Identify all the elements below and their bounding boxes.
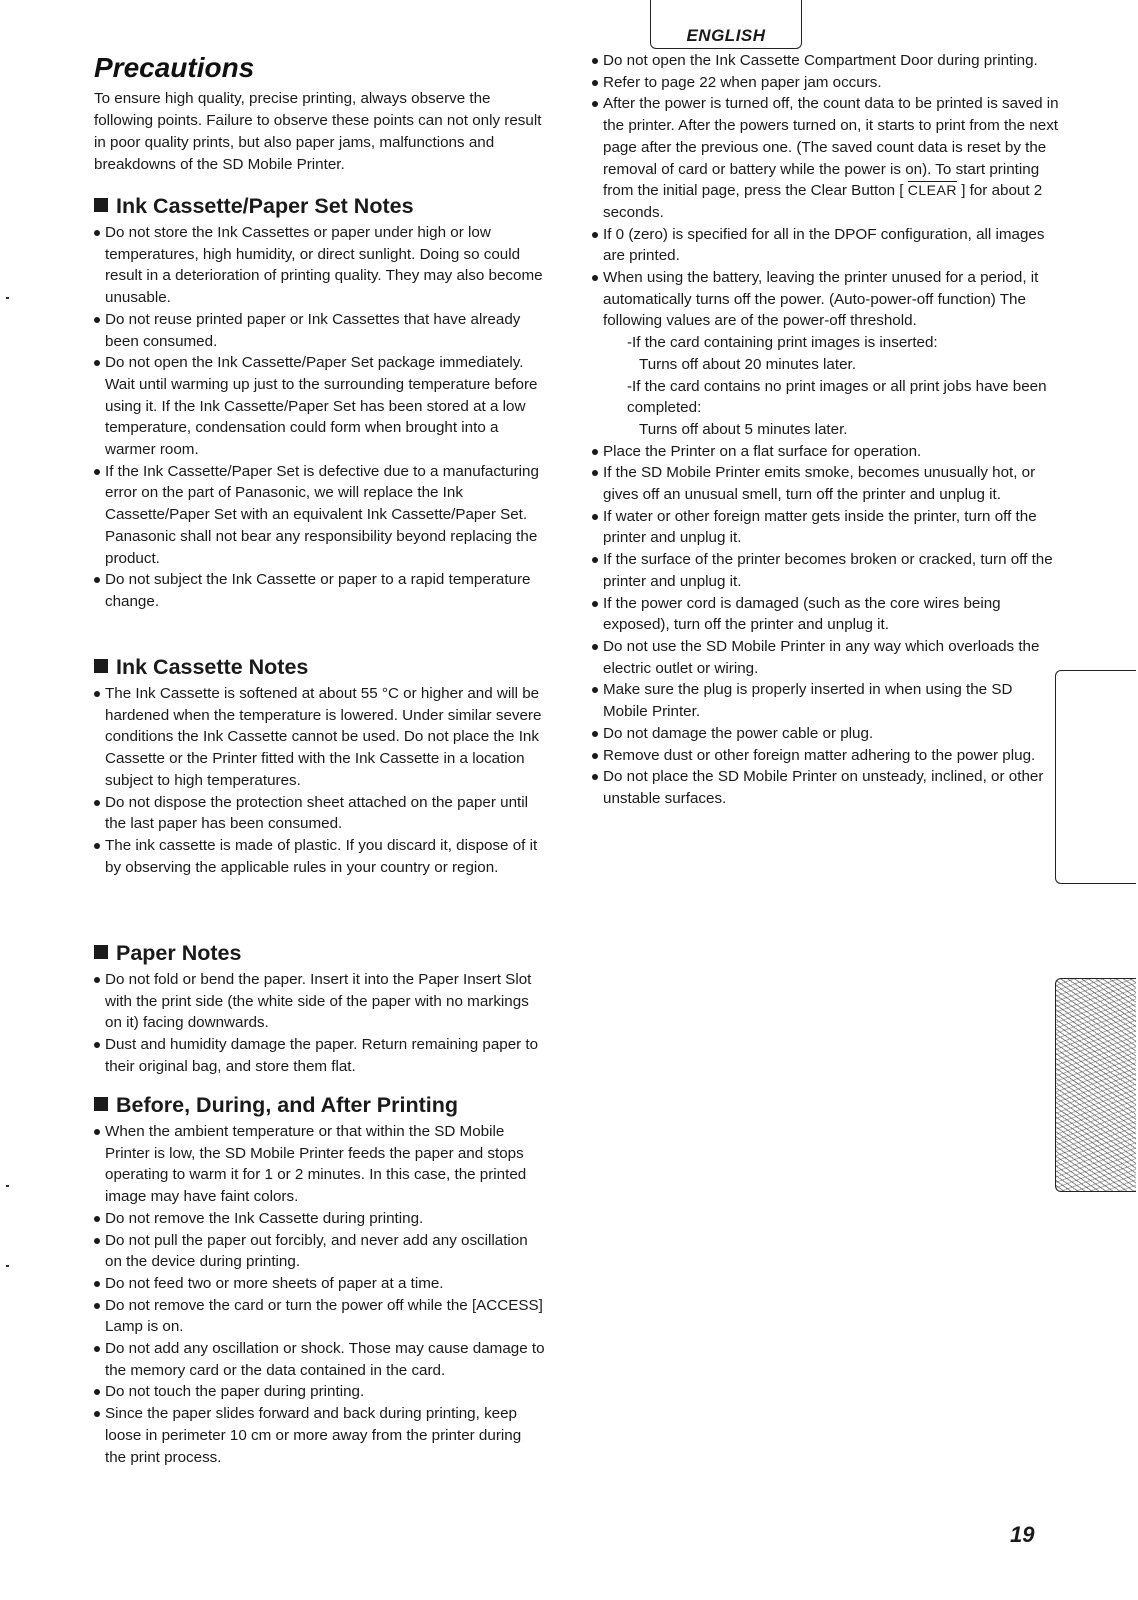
clear-button-label: CLEAR <box>907 182 957 199</box>
section-heading: Ink Cassette/Paper Set Notes <box>94 193 546 219</box>
list-item: Do not dispose the protection sheet attached on the paper until the last paper has been consumed. <box>94 792 546 835</box>
section-printing <box>94 1092 546 1468</box>
square-bullet-icon <box>94 945 108 959</box>
section-ink-cassette-paper-set <box>94 193 546 613</box>
power-off-value: Turns off about 5 minutes later. <box>639 420 848 438</box>
list-item: Do not use the SD Mobile Printer in any way which overloads the electric outlet or wiring. <box>592 636 1060 679</box>
page-title: Precautions <box>94 52 255 83</box>
side-index-tab <box>1055 978 1136 1192</box>
list-item: Do not damage the power cable or plug. <box>592 723 1060 745</box>
list-item: If the surface of the printer becomes broken or cracked, turn off the printer and unplug it. <box>592 549 1060 592</box>
power-off-case: -If the card contains no print images or all print jobs have been completed: <box>627 377 1047 417</box>
list-item: Do not reuse printed paper or Ink Cassettes that have already been consumed. <box>94 309 546 352</box>
language-label: ENGLISH <box>686 26 766 45</box>
list-item: After the power is turned off, the count data to be printed is saved in the printer. After the powers turned on, it starts to print from the next page after the previous one. (The saved count data is reset by the removal of card or battery while the power is on). To start printing from the initial page, press the Clear Button [ CLEAR ] for about 2 seconds. <box>592 93 1060 223</box>
list-item: Place the Printer on a flat surface for operation. <box>592 441 1060 463</box>
list-item: Do not place the SD Mobile Printer on unsteady, inclined, or other unstable surfaces. <box>592 766 1060 809</box>
list-item: Do not pull the paper out forcibly, and never add any oscillation on the device during printing. <box>94 1230 546 1273</box>
power-off-value: Turns off about 20 minutes later. <box>639 355 856 373</box>
list-item: Remove dust or other foreign matter adhering to the power plug. <box>592 745 1060 767</box>
list-item: Do not remove the card or turn the power off while the [ACCESS] Lamp is on. <box>94 1295 546 1338</box>
square-bullet-icon <box>94 1097 108 1111</box>
list-item: Do not subject the Ink Cassette or paper to a rapid temperature change. <box>94 569 546 612</box>
list-item: If the SD Mobile Printer emits smoke, becomes unusually hot, or gives off an unusual smell, turn off the printer and unplug it. <box>592 462 1060 505</box>
list-item: Do not remove the Ink Cassette during printing. <box>94 1208 546 1230</box>
list-item: Do not open the Ink Cassette/Paper Set package immediately. Wait until warming up just to the surrounding temperature before using it. If the Ink Cassette/Paper Set has been stored at a low temperature, condensation could form when brought into a warmer room. <box>94 352 546 461</box>
intro-paragraph: To ensure high quality, precise printing, always observe the following points. Failure to observe these points can not only result in poor quality prints, but also paper jams, malfunctions and breakdowns of the SD Mobile Printer. <box>94 90 542 173</box>
page-number: 19 <box>1010 1522 1035 1547</box>
list-item: If the Ink Cassette/Paper Set is defective due to a manufacturing error on the part of Panasonic, we will replace the Ink Cassette/Paper Set with an equivalent Ink Cassette/Paper Set. Panasonic shall not bear any responsibility beyond replacing the product. <box>94 461 546 570</box>
list-item: If the power cord is damaged (such as the core wires being exposed), turn off the printer and unplug it. <box>592 593 1060 636</box>
square-bullet-icon <box>94 659 108 673</box>
list-item: Since the paper slides forward and back during printing, keep loose in perimeter 10 cm or more away from the printer during the print process. <box>94 1403 546 1468</box>
list-item: The Ink Cassette is softened at about 55 °C or higher and will be hardened when the temperature is lowered. Under similar severe conditions the Ink Cassette cannot be used. Do not place the Ink Cassette or the Printer fitted with the Ink Cassette in a location subject to high temperatures. <box>94 683 546 792</box>
list-item: Do not fold or bend the paper. Insert it into the Paper Insert Slot with the print side (the white side of the paper with no markings on it) facing downwards. <box>94 969 546 1034</box>
section-paper <box>94 940 546 1078</box>
section-heading: Paper Notes <box>94 940 546 966</box>
section-heading: Before, During, and After Printing <box>94 1092 546 1118</box>
section-heading: Ink Cassette Notes <box>94 654 546 680</box>
list-item: Do not open the Ink Cassette Compartment Door during printing. <box>592 50 1060 72</box>
right-column <box>592 50 1060 810</box>
square-bullet-icon <box>94 198 108 212</box>
list-item: Refer to page 22 when paper jam occurs. <box>592 72 1060 94</box>
list-item: Make sure the plug is properly inserted in when using the SD Mobile Printer. <box>592 679 1060 722</box>
margin-mark <box>6 1185 9 1187</box>
margin-mark <box>6 297 9 299</box>
list-item: When the ambient temperature or that within the SD Mobile Printer is low, the SD Mobile Printer feeds the paper and stops operating to warm it for 1 or 2 minutes. In this case, the printed image may have faint colors. <box>94 1121 546 1208</box>
list-item: Do not feed two or more sheets of paper at a time. <box>94 1273 546 1295</box>
side-index-box <box>1055 670 1136 884</box>
list-item: Dust and humidity damage the paper. Return remaining paper to their original bag, and store them flat. <box>94 1034 546 1077</box>
list-item: If 0 (zero) is specified for all in the DPOF configuration, all images are printed. <box>592 224 1060 267</box>
list-item: Do not touch the paper during printing. <box>94 1381 546 1403</box>
power-off-case: -If the card containing print images is inserted: <box>627 334 938 352</box>
list-item: The ink cassette is made of plastic. If you discard it, dispose of it by observing the applicable rules in your country or region. <box>94 835 546 878</box>
list-item: Do not store the Ink Cassettes or paper under high or low temperatures, high humidity, or direct sunlight. Doing so could result in a deterioration of printing quality. They may also become unusable. <box>94 222 546 309</box>
section-ink-cassette <box>94 654 546 878</box>
list-item: If water or other foreign matter gets inside the printer, turn off the printer and unplug it. <box>592 506 1060 549</box>
language-tab <box>650 0 802 49</box>
list-item: When using the battery, leaving the printer unused for a period, it automatically turns off the power. (Auto-power-off function) The following values are of the power-off threshold. -If the card containing print images is inserted: Turns off about 20 minutes later. -If the card contains no print images or all print jobs have been completed: Turns off about 5 minutes later. <box>592 267 1060 441</box>
margin-mark <box>6 1265 9 1267</box>
list-item: Do not add any oscillation or shock. Those may cause damage to the memory card or the data contained in the card. <box>94 1338 546 1381</box>
